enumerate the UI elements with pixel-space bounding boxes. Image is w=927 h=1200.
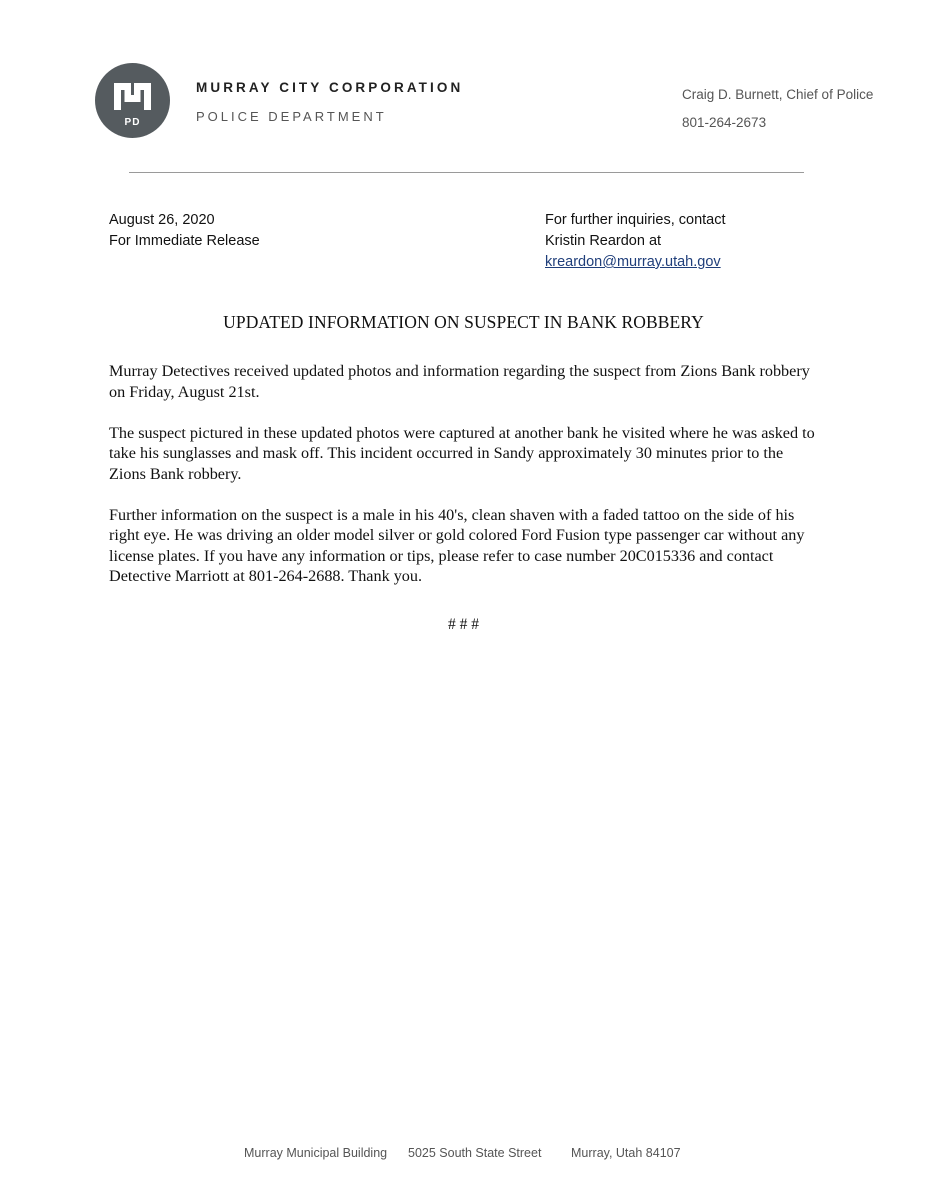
end-of-release-mark: # # #	[448, 616, 479, 633]
body-paragraph: Further information on the suspect is a male in his 40's, clean shaven with a faded tattoo on the side of his right eye. He was driving an older model silver or gold colored Ford Fusion type passenger car without any license plates. If you have any information or tips, please refer to case number 20C015336 and contact Detective Marriott at 801-264-2688. Thank you.	[109, 505, 805, 585]
contact-line-2: Kristin Reardon at	[545, 233, 662, 249]
logo-graphic	[95, 63, 170, 138]
footer-street: 5025 South State Street	[408, 1146, 542, 1160]
header-divider	[129, 172, 804, 173]
release-type: For Immediate Release	[109, 233, 260, 249]
contact-line-1: For further inquiries, contact	[545, 212, 726, 228]
contact-email-link[interactable]: kreardon@murray.utah.gov	[545, 254, 721, 270]
chief-of-police: Craig D. Burnett, Chief of Police	[682, 87, 874, 102]
logo-text: PD	[124, 117, 141, 128]
release-date: August 26, 2020	[109, 212, 215, 228]
contact-info	[545, 210, 726, 273]
release-info	[109, 210, 260, 252]
page-title: UPDATED INFORMATION ON SUSPECT IN BANK ROBBERY	[223, 312, 704, 332]
body-paragraph: The suspect pictured in these updated photos were captured at another bank he visited where he was asked to take his sunglasses and mask off. This incident occurred in Sandy approximately 30 minutes prior to the Zions Bank robbery.	[109, 423, 815, 483]
body-paragraph: Murray Detectives received updated photos and information regarding the suspect from Zions Bank robbery on Friday, August 21st.	[109, 362, 810, 401]
murray-pd-logo-icon	[95, 63, 170, 138]
department-name: POLICE DEPARTMENT	[196, 109, 387, 124]
footer-building: Murray Municipal Building	[244, 1146, 388, 1160]
release-body	[109, 361, 824, 607]
footer-city: Murray, Utah 84107	[571, 1146, 681, 1160]
org-name: MURRAY CITY CORPORATION	[196, 80, 464, 95]
chief-phone: 801-264-2673	[682, 115, 767, 130]
